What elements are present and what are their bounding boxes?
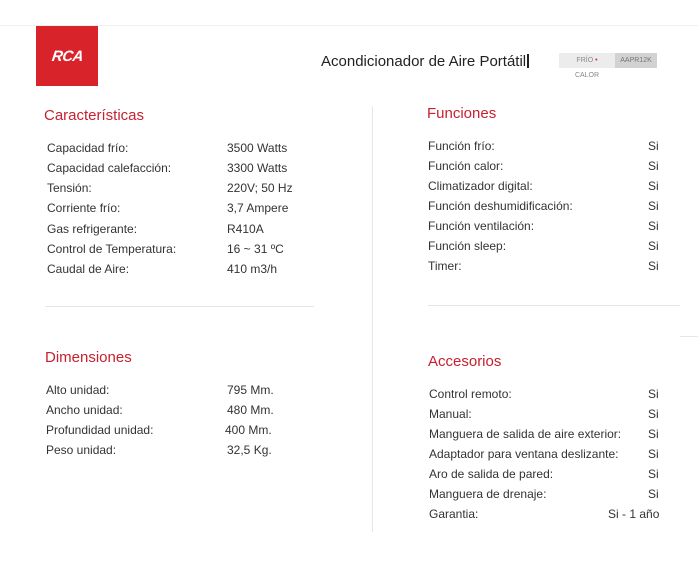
section-divider [45, 306, 314, 307]
dimensiones-label: Alto unidad: [46, 383, 110, 397]
funciones-label: Función frío: [428, 139, 495, 153]
edge-divider [680, 336, 698, 337]
accesorios-value: Si [648, 407, 659, 421]
funciones-label: Función deshumidificación: [428, 199, 573, 213]
product-badge [559, 53, 657, 79]
funciones-value: Si [648, 159, 659, 173]
caracteristicas-title: Características [44, 107, 145, 124]
model-badge: AAPR12K [615, 53, 657, 68]
caracteristicas-value: 3300 Watts [227, 161, 288, 175]
caracteristicas-value: 3,7 Ampere [227, 201, 289, 215]
accesorios-value: Si [648, 387, 659, 401]
accesorios-label: Garantia: [429, 507, 479, 521]
funciones-label: Función ventilación: [428, 219, 535, 233]
caracteristicas-value: 220V; 50 Hz [227, 181, 293, 195]
funciones-value: Si [648, 199, 659, 213]
accesorios-label: Manual: [429, 407, 472, 421]
dimensiones-value: 795 Mm. [227, 383, 274, 397]
funciones-value: Si [648, 239, 659, 253]
caracteristicas-value: 16 ~ 31 ºC [227, 242, 284, 256]
accesorios-value: Si [648, 487, 659, 501]
mode-badge-right: CALOR [574, 72, 600, 79]
caracteristicas-value: 410 m3/h [227, 262, 278, 276]
funciones-label: Timer: [428, 259, 462, 273]
caracteristicas-label: Capacidad calefacción: [47, 161, 172, 175]
funciones-value: Si [648, 179, 659, 193]
dimensiones-label: Profundidad unidad: [46, 423, 154, 437]
accesorios-value: Si [648, 467, 659, 481]
caracteristicas-value: 3500 Watts [227, 141, 288, 155]
accesorios-value: Si - 1 año [608, 507, 660, 521]
mode-badge [559, 53, 615, 79]
accesorios-label: Aro de salida de pared: [429, 467, 554, 481]
caracteristicas-label: Control de Temperatura: [47, 242, 177, 256]
accesorios-label: Manguera de salida de aire exterior: [429, 427, 622, 441]
caracteristicas-label: Tensión: [47, 181, 92, 195]
caracteristicas-label: Gas refrigerante: [47, 222, 138, 236]
accesorios-label: Manguera de drenaje: [429, 487, 547, 501]
dimensiones-value: 32,5 Kg. [227, 443, 272, 457]
caracteristicas-label: Corriente frío: [47, 201, 121, 215]
accesorios-label: Adaptador para ventana deslizante: [429, 447, 619, 461]
product-title [321, 53, 529, 70]
mode-badge-left: FRÍO [576, 57, 594, 64]
logo-text: RCA [50, 47, 84, 65]
top-divider [0, 25, 698, 26]
dimensiones-value: 480 Mm. [227, 403, 274, 417]
funciones-value: Si [648, 219, 659, 233]
funciones-value: Si [648, 259, 659, 273]
funciones-label: Climatizador digital: [428, 179, 533, 193]
accesorios-value: Si [648, 447, 659, 461]
dimensiones-value: 400 Mm. [225, 423, 272, 437]
product-title-text: Acondicionador de Aire Portátil [321, 53, 527, 70]
funciones-value: Si [648, 139, 659, 153]
text-cursor [527, 54, 529, 68]
accesorios-label: Control remoto: [429, 387, 512, 401]
rca-logo [36, 26, 98, 86]
funciones-label: Función calor: [428, 159, 504, 173]
dimensiones-title: Dimensiones [45, 349, 132, 366]
column-divider [372, 106, 373, 532]
dimensiones-label: Peso unidad: [46, 443, 117, 457]
funciones-label: Función sleep: [428, 239, 507, 253]
mode-badge-separator: • [595, 57, 598, 64]
caracteristicas-label: Caudal de Aire: [47, 262, 130, 276]
dimensiones-label: Ancho unidad: [46, 403, 123, 417]
accesorios-title: Accesorios [428, 353, 502, 370]
funciones-title: Funciones [427, 105, 497, 122]
section-divider [428, 305, 680, 306]
caracteristicas-label: Capacidad frío: [47, 141, 129, 155]
accesorios-value: Si [648, 427, 659, 441]
caracteristicas-value: R410A [227, 222, 264, 236]
